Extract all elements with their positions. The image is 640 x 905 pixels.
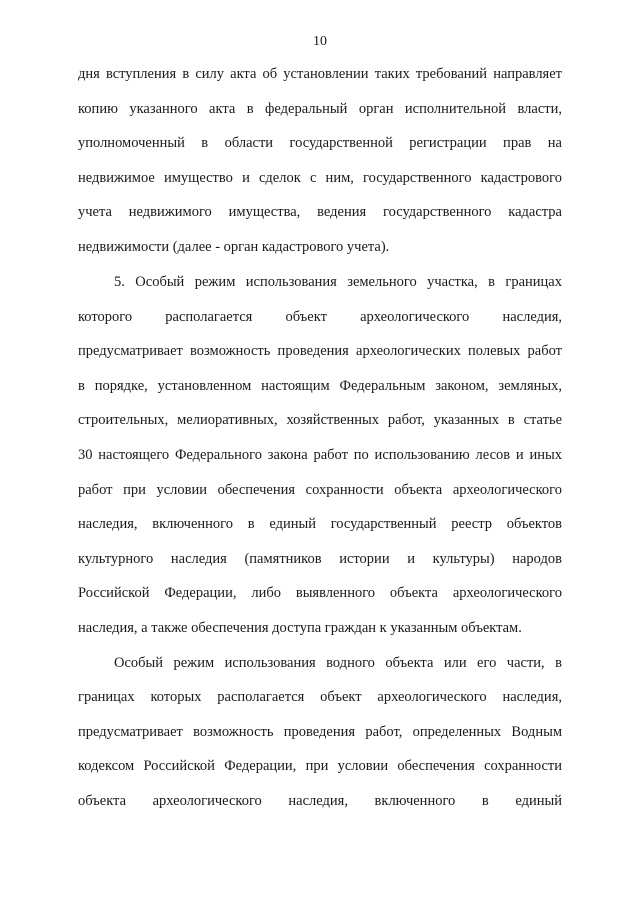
text-line: копию указанного акта в федеральный орган исполнительной власти, [78, 101, 562, 117]
text-line: объекта археологического наследия, включенного в единый [78, 793, 562, 809]
text-line: дня вступления в силу акта об установлении таких требований направляет [78, 66, 562, 82]
text-line: наследия, включенного в единый государственный реестр объектов [78, 516, 562, 532]
text-line: Особый режим использования водного объекта или его части, в [114, 655, 562, 671]
text-line: строительных, мелиоративных, хозяйственных работ, указанных в статье [78, 412, 562, 428]
text-line: недвижимости (далее - орган кадастрового учета). [78, 239, 390, 255]
text-line: предусматривает возможность проведения археологических полевых работ [78, 343, 562, 359]
text-line: работ при условии обеспечения сохранности объекта археологического [78, 482, 562, 498]
text-line: наследия, а также обеспечения доступа граждан к указанным объектам. [78, 620, 522, 636]
text-line: 30 настоящего Федерального закона работ по использованию лесов и иных [78, 447, 562, 463]
page-number: 10 [313, 34, 327, 49]
text-line: кодексом Российской Федерации, при условии обеспечения сохранности [78, 758, 562, 774]
text-line: уполномоченный в области государственной регистрации прав на [78, 135, 562, 151]
text-line: учета недвижимого имущества, ведения государственного кадастра [78, 204, 562, 220]
text-line: в порядке, установленном настоящим Федеральным законом, земляных, [78, 378, 562, 394]
text-line: 5. Особый режим использования земельного участка, в границах [114, 274, 562, 290]
text-line: которого располагается объект археологического наследия, [78, 309, 562, 325]
text-line: границах которых располагается объект археологического наследия, [78, 689, 562, 705]
text-line: недвижимое имущество и сделок с ним, государственного кадастрового [78, 170, 562, 186]
text-line: Российской Федерации, либо выявленного объекта археологического [78, 585, 562, 601]
text-line: предусматривает возможность проведения работ, определенных Водным [78, 724, 562, 740]
text-line: культурного наследия (памятников истории и культуры) народов [78, 551, 562, 567]
